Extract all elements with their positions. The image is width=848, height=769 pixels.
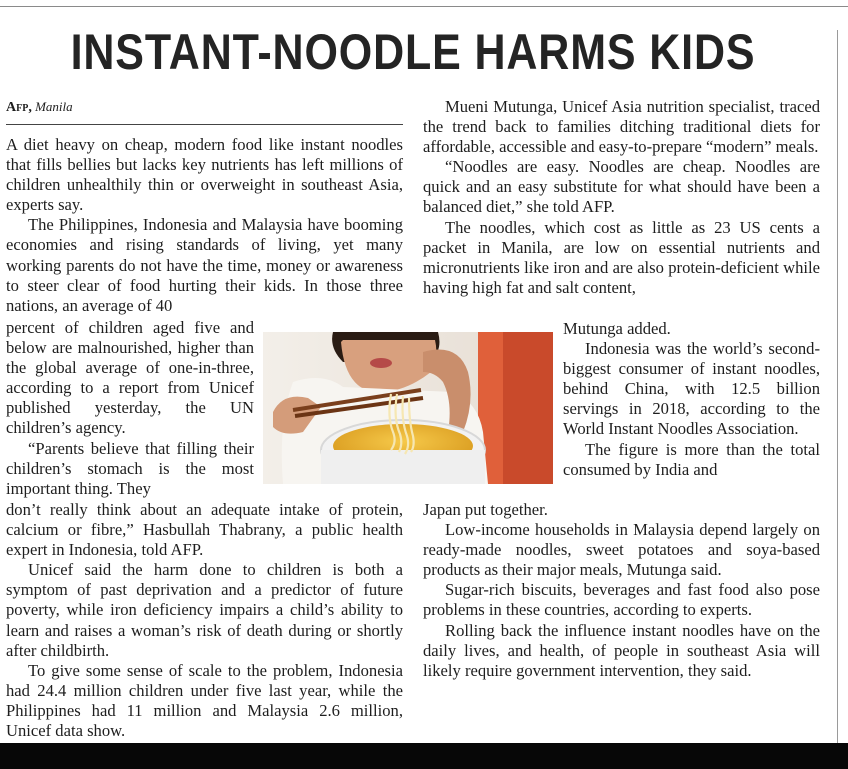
paragraph: A diet heavy on cheap, modern food like instant noodles that fills bellies but lacks key nutrients has left millions of children unhealthily thin or overweight in southeast Asia, experts say. bbox=[6, 135, 403, 215]
top-rule bbox=[0, 6, 848, 7]
byline bbox=[6, 98, 73, 117]
paragraph: “Parents believe that filling their children’s stomach is the most important thing. They bbox=[6, 438, 254, 498]
paragraph: Sugar-rich biscuits, beverages and fast food also pose problems in these countries, according to experts. bbox=[423, 580, 820, 620]
paragraph: “Noodles are easy. Noodles are cheap. Noodles are quick and an easy substitute for what should have been a balanced diet,” she told AFP. bbox=[423, 157, 820, 217]
byline-agency: Afp, bbox=[6, 100, 32, 115]
paragraph: percent of children aged five and below are malnourished, higher than the global average of one-in-three, according to a report from Unicef published yesterday, the UN children’s agency. bbox=[6, 318, 254, 438]
paragraph: Mutunga added. bbox=[563, 319, 671, 338]
headline: INSTANT-NOODLE HARMS KIDS bbox=[70, 24, 756, 80]
col2-bottom-block bbox=[423, 500, 820, 681]
paragraph: Unicef said the harm done to children is both a symptom of past deprivation and a predictor of future poverty, while iron deficiency impairs a child’s ability to learn and raises a woman’s risk of death during or shortly after childbirth. bbox=[6, 560, 403, 660]
paragraph: Rolling back the influence instant noodles have on the daily lives, and health, of people in southeast Asia will likely require government intervention, they said. bbox=[423, 620, 820, 680]
col1-wrap-block bbox=[6, 318, 254, 499]
paragraph: Indonesia was the world’s second-biggest consumer of instant noodles, behind China, with 12.5 billion servings in 2018, according to the World Instant Noodles Association. bbox=[563, 339, 820, 439]
col1-bottom-block bbox=[6, 500, 403, 741]
paragraph: The figure is more than the total consumed by India and bbox=[563, 439, 820, 479]
paragraph: The Philippines, Indonesia and Malaysia have booming economies and rising standards of living, yet many working parents do not have the time, money or awareness to steer clear of food hurting their kids. In those three nations, an average of 40 bbox=[6, 215, 403, 315]
col1-top-block bbox=[6, 135, 403, 316]
right-column-rule bbox=[837, 30, 838, 743]
paragraph: To give some sense of scale to the problem, Indonesia had 24.4 million children under five last year, while the Philippines had 11 million and Malaysia 2.6 million, Unicef data show. bbox=[6, 660, 403, 741]
byline-place: Manila bbox=[35, 99, 73, 114]
paragraph: Low-income households in Malaysia depend largely on ready-made noodles, sweet potatoes and soya-based products as their major meals, Mutunga said. bbox=[423, 520, 820, 580]
paragraph: don’t really think about an adequate intake of protein, calcium or fibre,” Hasbullah Thabrany, a public health expert in Indonesia, told AFP. bbox=[6, 500, 403, 560]
col2-top-block bbox=[423, 97, 820, 298]
child-eating-noodles-photo bbox=[263, 332, 553, 484]
paragraph: Mueni Mutunga, Unicef Asia nutrition specialist, traced the trend back to families ditching traditional diets for affordable, accessible and easy-to-prepare “modern” meals. bbox=[423, 97, 820, 157]
bottom-black-bar bbox=[0, 743, 848, 769]
paragraph: The noodles, which cost as little as 23 US cents a packet in Manila, are low on essential nutrients and micronutrients like iron and are also protein-deficient while having high fat and salt content, bbox=[423, 217, 820, 297]
byline-rule bbox=[6, 124, 403, 125]
paragraph: Japan put together. bbox=[423, 500, 548, 519]
col2-wrap-block bbox=[563, 319, 820, 480]
